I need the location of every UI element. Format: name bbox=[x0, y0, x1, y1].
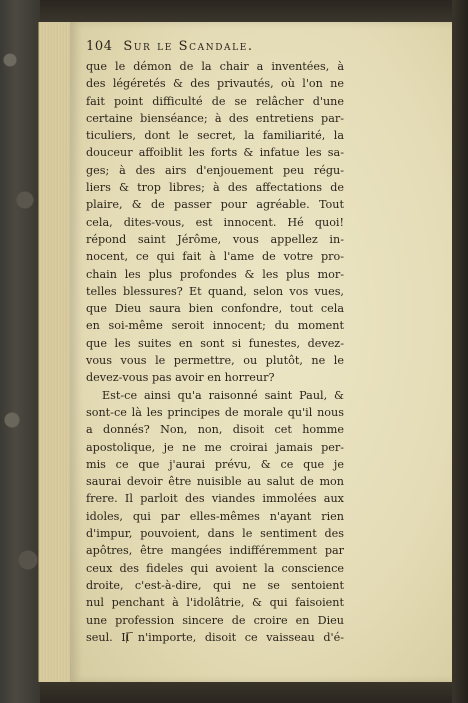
text-line: en soi-même seroit innocent; du moment bbox=[86, 319, 344, 333]
text-line: apostolique, je ne me croirai jamais per- bbox=[86, 440, 344, 454]
marbled-cover bbox=[0, 0, 40, 703]
text-line: que le démon de la chair a inventées, à bbox=[86, 60, 344, 73]
text-line: que Dieu saura bien confondre, tout cela bbox=[86, 302, 344, 316]
text-line: ticuliers, dont le secret, la familiarité, la bbox=[86, 129, 344, 143]
pencil-mark bbox=[126, 632, 133, 643]
text-line: ges; à des airs d'enjouement peu régu- bbox=[86, 163, 344, 177]
text-line: saurai devoir être nuisible au salut de mon bbox=[86, 475, 344, 489]
text-line: certaine bienséance; à des entretiens par- bbox=[86, 111, 344, 125]
text-line: chain les plus profondes & les plus mor- bbox=[86, 267, 344, 281]
text-line: ceux des fideles qui avoient la conscience bbox=[86, 561, 344, 575]
text-block bbox=[86, 38, 344, 646]
text-line: frere. Il parloit des viandes immolées aux bbox=[86, 492, 344, 506]
right-edge bbox=[452, 0, 468, 703]
text-line: nul penchant à l'idolâtrie, & qui faisoient bbox=[86, 596, 344, 610]
text-line: plaire, & de passer pour agréable. Tout bbox=[86, 198, 344, 212]
bottom-edge bbox=[40, 681, 452, 703]
text-line: fait point difficulté de se relâcher d'une bbox=[86, 94, 344, 108]
text-line: une profession sincere de croire en Dieu bbox=[86, 613, 344, 627]
text-line: liers & trop libres; à des affectations de bbox=[86, 181, 344, 195]
text-line: telles blessures? Et quand, selon vos vues, bbox=[86, 284, 344, 298]
text-line: douceur affoiblit les forts & infatue les sa- bbox=[86, 146, 344, 160]
text-line: répond saint Jérôme, vous appellez in- bbox=[86, 232, 344, 246]
text-line: que les suites en sont si funestes, devez- bbox=[86, 336, 344, 350]
text-line: nocent, ce qui fait à l'ame de votre pro- bbox=[86, 250, 344, 264]
running-head bbox=[86, 38, 344, 56]
running-title: Sur le Scandale. bbox=[123, 39, 254, 54]
text-line: idoles, qui par elles-mêmes n'ayant rien bbox=[86, 509, 344, 523]
text-line: mis ce que j'aurai prévu, & ce que je bbox=[86, 457, 344, 471]
page-number: 104 bbox=[86, 39, 113, 54]
text-line: devez-vous pas avoir en horreur? bbox=[86, 371, 275, 385]
text-line: Est-ce ainsi qu'a raisonné saint Paul, & bbox=[102, 388, 344, 402]
text-line: des légéretés & des privautés, où l'on ne bbox=[86, 77, 344, 91]
page-edges bbox=[38, 22, 71, 682]
text-line: d'impur, pouvoient, dans le sentiment des bbox=[86, 527, 344, 541]
text-line: a donnés? Non, non, disoit cet homme bbox=[86, 423, 344, 437]
text-line: cela, dites-vous, est innocent. Hé quoi! bbox=[86, 215, 344, 229]
text-line: apôtres, être mangées indifféremment par bbox=[86, 544, 344, 558]
text-line: vous vous le permettre, ou plutôt, ne le bbox=[86, 354, 344, 368]
text-line: sont-ce là les principes de morale qu'il nous bbox=[86, 405, 344, 419]
text-line: seul. Il n'importe, disoit ce vaisseau d'é- bbox=[86, 630, 344, 644]
text-line: droite, c'est-à-dire, qui ne se sentoient bbox=[86, 578, 344, 592]
top-edge bbox=[40, 0, 452, 24]
